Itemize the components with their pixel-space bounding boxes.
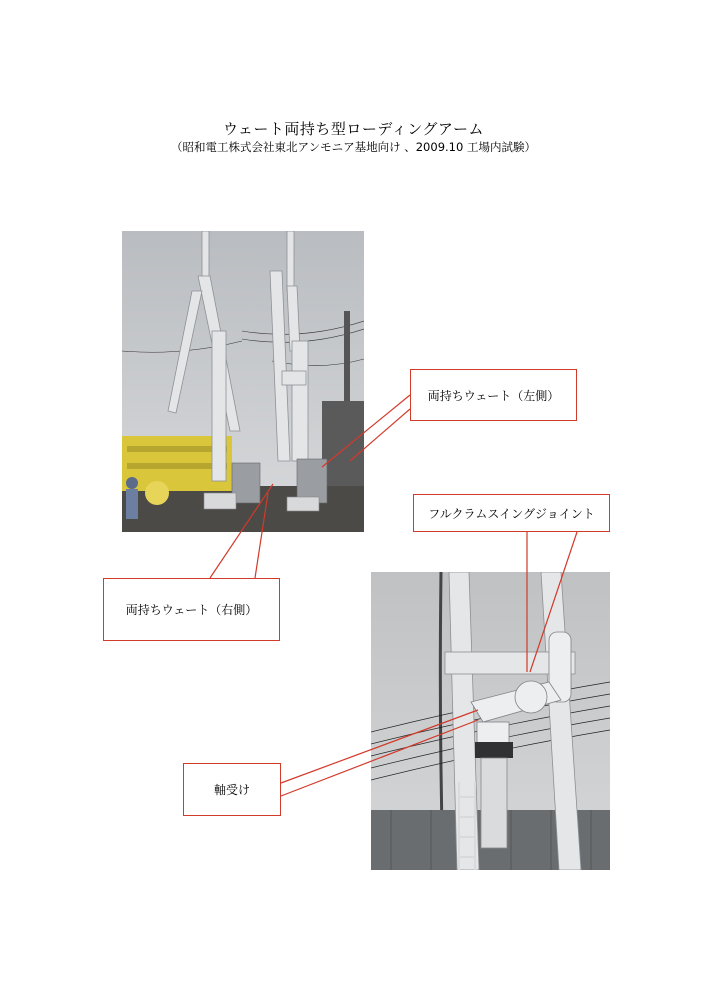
callout-fulcrum-label: フルクラムスイングジョイント <box>428 506 595 521</box>
callout-right-weight-label: 両持ちウェート（右側） <box>125 603 258 617</box>
callout-left-weight-label: 両持ちウェート（左側） <box>427 388 560 403</box>
callout-bearing-label: 軸受け <box>213 783 250 797</box>
loading-arm-photo-overview <box>122 231 364 532</box>
callout-right-weight <box>103 578 280 641</box>
page-title: ウェート両持ち型ローディングアーム <box>223 120 484 138</box>
callout-bearing <box>183 763 281 816</box>
page-subtitle: （昭和電工株式会社東北アンモニア基地向け 、2009.10 工場内試験） <box>171 140 536 154</box>
fulcrum-joint-photo-closeup <box>371 572 610 870</box>
callout-left-weight <box>410 369 577 421</box>
callout-fulcrum-swing-joint <box>413 494 610 532</box>
